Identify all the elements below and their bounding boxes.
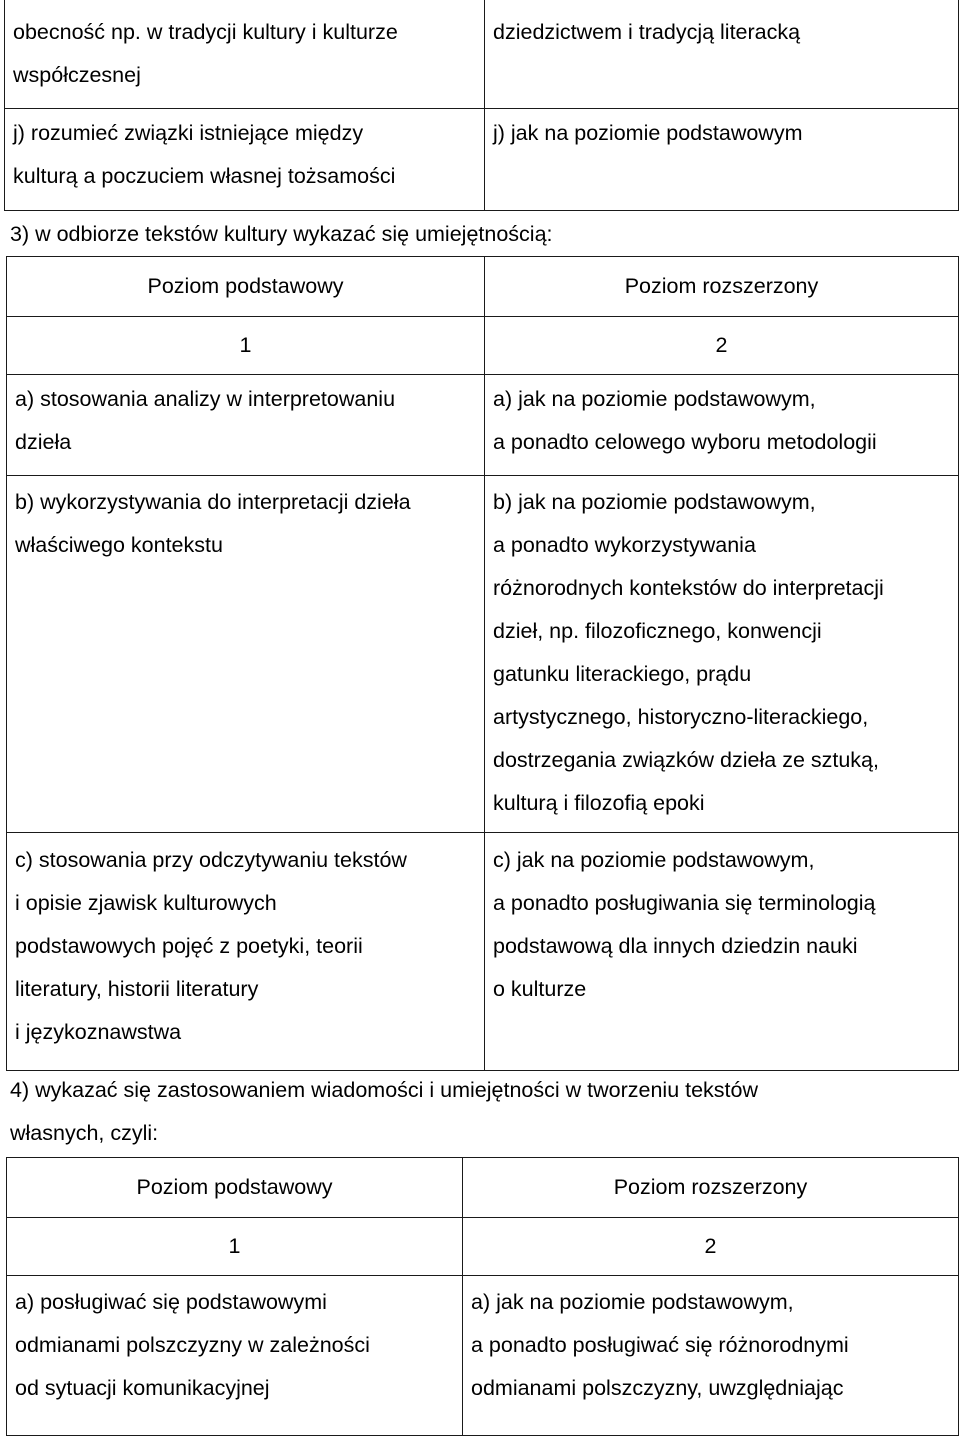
table-cell [7, 476, 485, 833]
table-continuation [4, 0, 959, 211]
column-number-1: 1 [7, 1218, 463, 1276]
header-cell-basic: Poziom podstawowy [7, 257, 485, 317]
column-number-2: 2 [463, 1218, 959, 1276]
cell-text: dziedzictwem i tradycją literacką [493, 20, 801, 44]
table-cell [485, 375, 959, 476]
cell-text: a) stosowania analizy w interpretowaniu dzieła [15, 387, 396, 454]
table-cell [463, 1276, 959, 1436]
cell-text: a) posługiwać się podstawowymi odmianami polszczyzny w zależności od sytuacji komunikacyjnej [15, 1290, 370, 1400]
section-4-heading: 4) wykazać się zastosowaniem wiadomości i umiejętności w tworzeniu tekstów [10, 1078, 759, 1102]
table-cell [485, 833, 959, 1071]
cell-text: j) rozumieć związki istniejące między kulturą a poczuciem własnej tożsamości [13, 121, 396, 188]
cell-text: b) wykorzystywania do interpretacji dzieła właściwego kontekstu [15, 490, 411, 557]
cell-text: b) jak na poziomie podstawowym, a ponadto wykorzystywania różnorodnych kontekstów do interpretacji dzieł, np. filozoficznego, konwencji gatunku literackiego, prądu artystycznego, historyczno-literackiego, dostrzegania związków dzieła ze sztuką, kulturą i filozofią epoki [493, 490, 884, 815]
cell-text: a) jak na poziomie podstawowym, a ponadto posługiwać się różnorodnymi odmianami polszczyzny, uwzględniając [471, 1290, 849, 1400]
table-cell [7, 1276, 463, 1436]
column-number-2: 2 [485, 317, 959, 375]
table-cell [5, 109, 485, 211]
header-cell-extended: Poziom rozszerzony [463, 1158, 959, 1218]
table-section-4 [6, 1157, 959, 1436]
table-cell [485, 476, 959, 833]
table-cell [7, 833, 485, 1071]
header-cell-extended: Poziom rozszerzony [485, 257, 959, 317]
table-section-3 [6, 256, 959, 1071]
section-3-heading: 3) w odbiorze tekstów kultury wykazać się umiejętnością: [10, 222, 553, 246]
header-cell-basic: Poziom podstawowy [7, 1158, 463, 1218]
cell-text: obecność np. w tradycji kultury i kulturze współczesnej [13, 20, 398, 87]
cell-text: c) jak na poziomie podstawowym, a ponadto posługiwania się terminologią podstawową dla innych dziedzin nauki o kulturze [493, 848, 876, 1001]
table-cell [5, 0, 485, 109]
cell-text: c) stosowania przy odczytywaniu tekstów i opisie zjawisk kulturowych podstawowych pojęć z poetyki, teorii literatury, historii literatury i językoznawstwa [15, 848, 407, 1044]
cell-text: j) jak na poziomie podstawowym [493, 121, 803, 145]
table-cell [485, 0, 959, 109]
table-cell [485, 109, 959, 211]
column-number-1: 1 [7, 317, 485, 375]
table-cell [7, 375, 485, 476]
section-4-heading-continued: własnych, czyli: [10, 1121, 159, 1145]
cell-text: a) jak na poziomie podstawowym, a ponadto celowego wyboru metodologii [493, 387, 877, 454]
